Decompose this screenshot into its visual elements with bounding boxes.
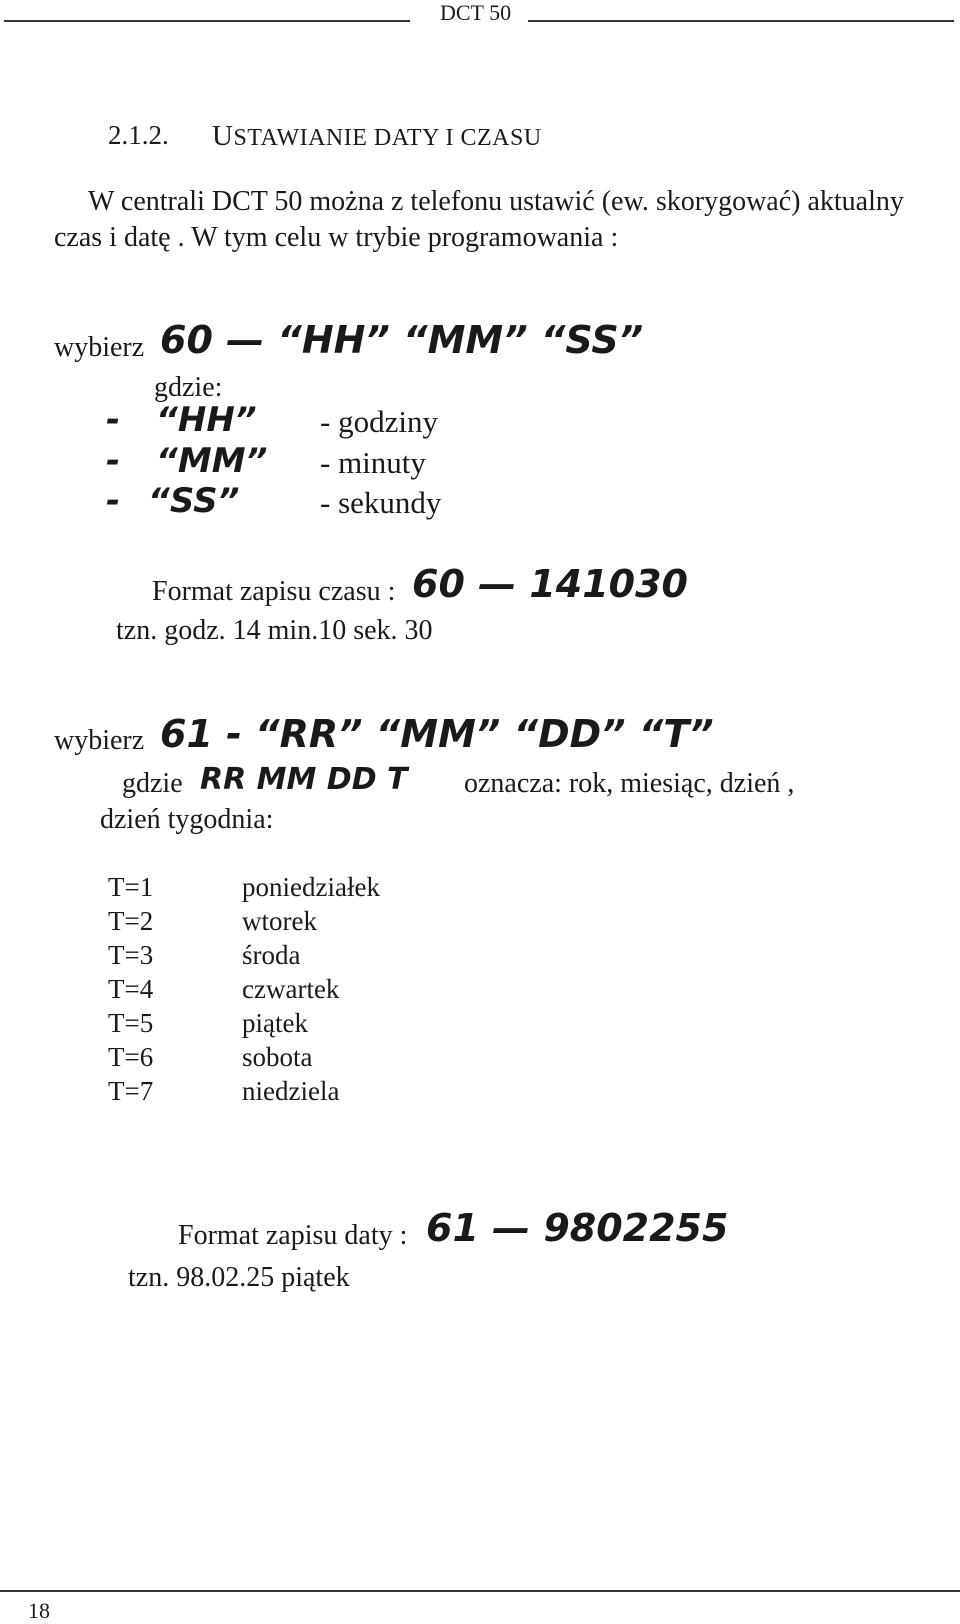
intro-line-1: W centrali DCT 50 można z telefonu ustawić (ew. skorygować) aktualny: [88, 186, 904, 217]
footer-rule: [0, 1590, 960, 1592]
date-where-label: gdzie: [122, 768, 183, 799]
date-select-label: wybierz: [54, 725, 145, 756]
time-where-label: gdzie:: [154, 372, 223, 403]
weekday-code: T=6: [108, 1042, 154, 1072]
weekday-code: T=2: [108, 906, 154, 936]
header-title: DCT 50: [440, 0, 512, 25]
weekday-code: T=4: [108, 974, 154, 1004]
time-def-dash-hh: -: [106, 400, 121, 440]
weekday-code: T=3: [108, 940, 154, 970]
section-number: 2.1.2.: [108, 120, 169, 150]
time-code: 60 — “HH” “MM” “SS”: [160, 318, 644, 362]
weekday-name: wtorek: [242, 906, 317, 936]
date-where-symbols: RR MM DD T: [200, 762, 408, 797]
weekday-code: T=1: [108, 872, 154, 902]
weekday-name: piątek: [242, 1008, 308, 1038]
date-format-value: 61 — 9802255: [426, 1206, 729, 1250]
header-rule-right: [528, 20, 954, 22]
time-select-label: wybierz: [54, 332, 145, 363]
time-def-symbol-ss: “SS”: [148, 481, 240, 521]
section-title-rest: STAWIANIE DATY I CZASU: [233, 125, 542, 151]
time-def-desc-mm: - minuty: [320, 445, 426, 480]
time-format-label: Format zapisu czasu :: [152, 576, 396, 607]
weekday-name: środa: [242, 940, 301, 970]
weekday-name: niedziela: [242, 1076, 340, 1106]
header-rule-left: [4, 20, 410, 22]
time-def-symbol-mm: “MM”: [156, 441, 268, 481]
date-where-line-2: dzień tygodnia:: [100, 804, 274, 835]
time-format-value: 60 — 141030: [412, 562, 688, 606]
page-number: 18: [28, 1598, 50, 1623]
weekday-code: T=7: [108, 1076, 154, 1106]
time-def-dash-mm: -: [106, 441, 121, 481]
time-def-symbol-hh: “HH”: [156, 400, 257, 440]
time-example: tzn. godz. 14 min.10 sek. 30: [116, 615, 433, 646]
weekday-code: T=5: [108, 1008, 154, 1038]
date-where-text: oznacza: rok, miesiąc, dzień ,: [464, 768, 795, 799]
weekday-name: czwartek: [242, 974, 340, 1004]
intro-line-2: czas i datę . W tym celu w trybie programowania :: [54, 222, 619, 253]
time-def-desc-ss: - sekundy: [320, 485, 442, 520]
date-format-label: Format zapisu daty :: [178, 1220, 408, 1251]
time-def-desc-hh: - godziny: [320, 404, 438, 439]
weekday-name: poniedziałek: [242, 872, 380, 902]
date-example: tzn. 98.02.25 piątek: [128, 1262, 350, 1293]
time-def-dash-ss: -: [106, 481, 121, 521]
date-code: 61 - “RR” “MM” “DD” “T”: [160, 712, 714, 756]
weekday-name: sobota: [242, 1042, 313, 1072]
section-title: [212, 120, 542, 153]
section-title-initial: U: [212, 120, 234, 152]
